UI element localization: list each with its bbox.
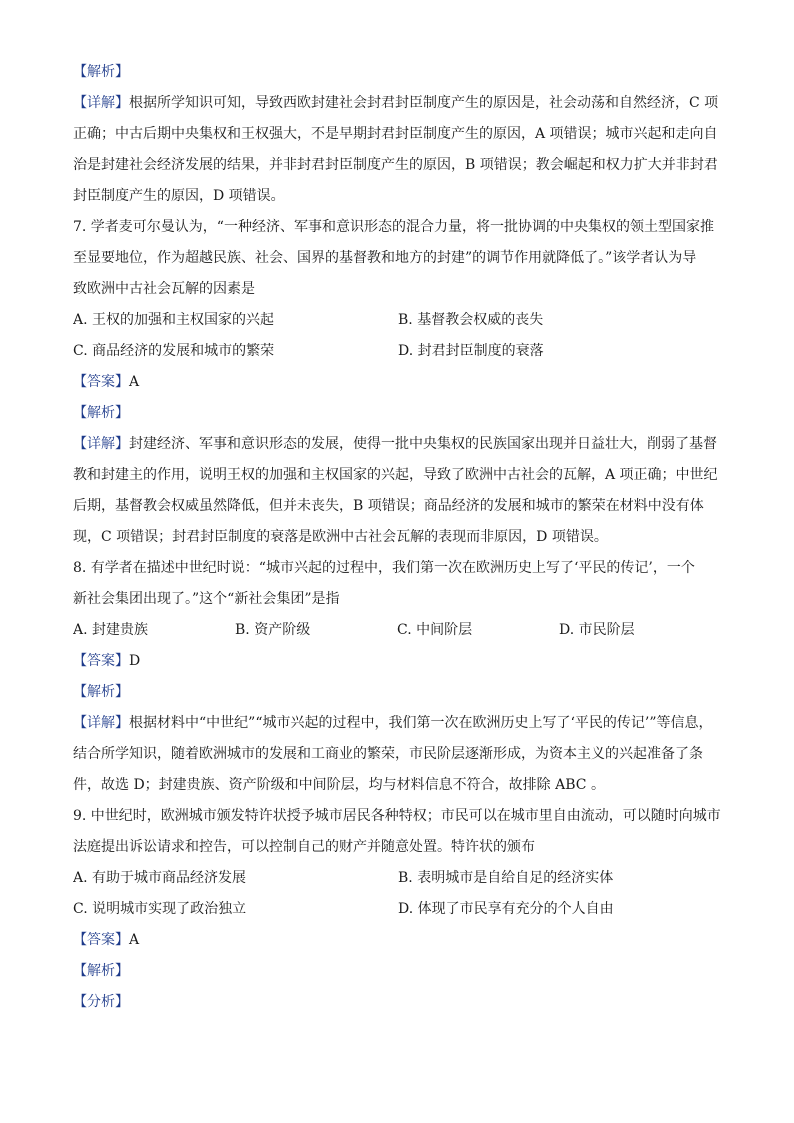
text-line [73,713,723,744]
answer-options [73,341,723,372]
text-line [73,837,723,868]
option-text: B. 资产阶级 [235,622,311,638]
line-text: 新社会集团出现了。”这个“新社会集团”是指 [73,591,340,607]
line-text: 现，C 项错误；封君封臣制度的衰落是欧洲中古社会瓦解的表现而非原因，D 项错误。 [73,529,608,545]
line-text: 7. 学者麦可尔曼认为，“一种经济、军事和意识形态的混合力量，将一批协调的中央集权的领土型国家推 [73,219,714,235]
text-line [73,403,723,434]
text-line [73,744,723,775]
text-line [73,434,723,465]
line-text: A [129,374,140,390]
line-text: 后期，基督教会权威虽然降低，但并未丧失，B 项错误；商品经济的发展和城市的繁荣在材料中没有体 [73,498,704,514]
line-text: 致欧洲中古社会瓦解的因素是 [73,281,255,297]
option-text: B. 基督教会权威的丧失 [398,312,544,328]
text-line [73,248,723,279]
section-tag: 【答案】 [73,932,129,948]
text-line [73,682,723,713]
text-line [73,496,723,527]
line-text: A [129,932,140,948]
line-text: 件，故选 D；封建贵族、资产阶级和中间阶层，均与材料信息不符合，故排除 ABC 。 [73,777,605,793]
option-text: C. 说明城市实现了政治独立 [73,901,247,917]
text-line [73,279,723,310]
section-tag: 【详解】 [73,715,129,731]
text-line [73,806,723,837]
text-line [73,558,723,589]
text-line [73,961,723,992]
section-tag: 【详解】 [73,95,129,111]
line-text: 封臣制度产生的原因，D 项错误。 [73,188,285,204]
text-line [73,217,723,248]
line-text: 法庭提出诉讼请求和控告，可以控制自己的财产并随意处置。特许状的颁布 [73,839,535,855]
line-text: 治是封建社会经济发展的结果，并非封君封臣制度产生的原因，B 项错误；教会崛起和权力扩大并非封君 [73,157,718,173]
text-line [73,589,723,620]
option-text: A. 封建贵族 [73,622,149,638]
text-line [73,775,723,806]
line-text: 封建经济、军事和意识形态的发展，使得一批中央集权的民族国家出现并日益壮大，削弱了基督 [129,436,717,452]
text-line [73,124,723,155]
line-text: 根据材料中“中世纪”“城市兴起的过程中，我们第一次在欧洲历史上写了‘平民的传记’”等信息， [129,715,713,731]
text-line [73,930,723,961]
text-line [73,372,723,403]
option-text: B. 表明城市是自给自足的经济实体 [398,870,614,886]
option-text: A. 王权的加强和主权国家的兴起 [73,312,275,328]
option-text: C. 商品经济的发展和城市的繁荣 [73,343,275,359]
line-text: D [129,653,141,669]
answer-options [73,310,723,341]
section-tag: 【答案】 [73,653,129,669]
answer-options [73,899,723,930]
line-text: 正确；中古后期中央集权和王权强大，不是早期封君封臣制度产生的原因，A 项错误；城市兴起和走向自 [73,126,718,142]
option-text: D. 市民阶层 [559,622,635,638]
line-text: 根据所学知识可知，导致西欧封建社会封君封臣制度产生的原因是，社会动荡和自然经济，C 项 [129,95,719,111]
answer-options [73,620,723,651]
section-tag: 【解析】 [73,684,129,700]
line-text: 教和封建主的作用，说明王权的加强和主权国家的兴起，导致了欧洲中古社会的瓦解，A 项正确；中世纪 [73,467,718,483]
line-text: 结合所学知识，随着欧洲城市的发展和工商业的繁荣，市民阶层逐渐形成，为资本主义的兴起准备了条 [73,746,703,762]
section-tag: 【详解】 [73,436,129,452]
line-text: 至显要地位，作为超越民族、社会、国界的基督教和地方的封建”的调节作用就降低了。”该学者认为导 [73,250,697,266]
section-tag: 【解析】 [73,64,129,80]
text-line [73,62,723,93]
line-text: 9. 中世纪时，欧洲城市颁发特许状授予城市居民各种特权；市民可以在城市里自由流动，可以随时向城市 [73,808,721,824]
section-tag: 【解析】 [73,963,129,979]
section-tag: 【答案】 [73,374,129,390]
text-line [73,992,723,1023]
section-tag: 【解析】 [73,405,129,421]
section-tag: 【分析】 [73,994,129,1010]
text-line [73,186,723,217]
line-text: 8. 有学者在描述中世纪时说：“城市兴起的过程中，我们第一次在欧洲历史上写了‘平民的传记’，一个 [73,560,695,576]
text-line [73,93,723,124]
answer-options [73,868,723,899]
text-line [73,651,723,682]
option-text: D. 体现了市民享有充分的个人自由 [398,901,614,917]
text-line [73,155,723,186]
text-line [73,465,723,496]
document-page [73,62,723,1023]
option-text: A. 有助于城市商品经济发展 [73,870,247,886]
option-text: C. 中间阶层 [397,622,473,638]
text-line [73,527,723,558]
option-text: D. 封君封臣制度的衰落 [398,343,544,359]
